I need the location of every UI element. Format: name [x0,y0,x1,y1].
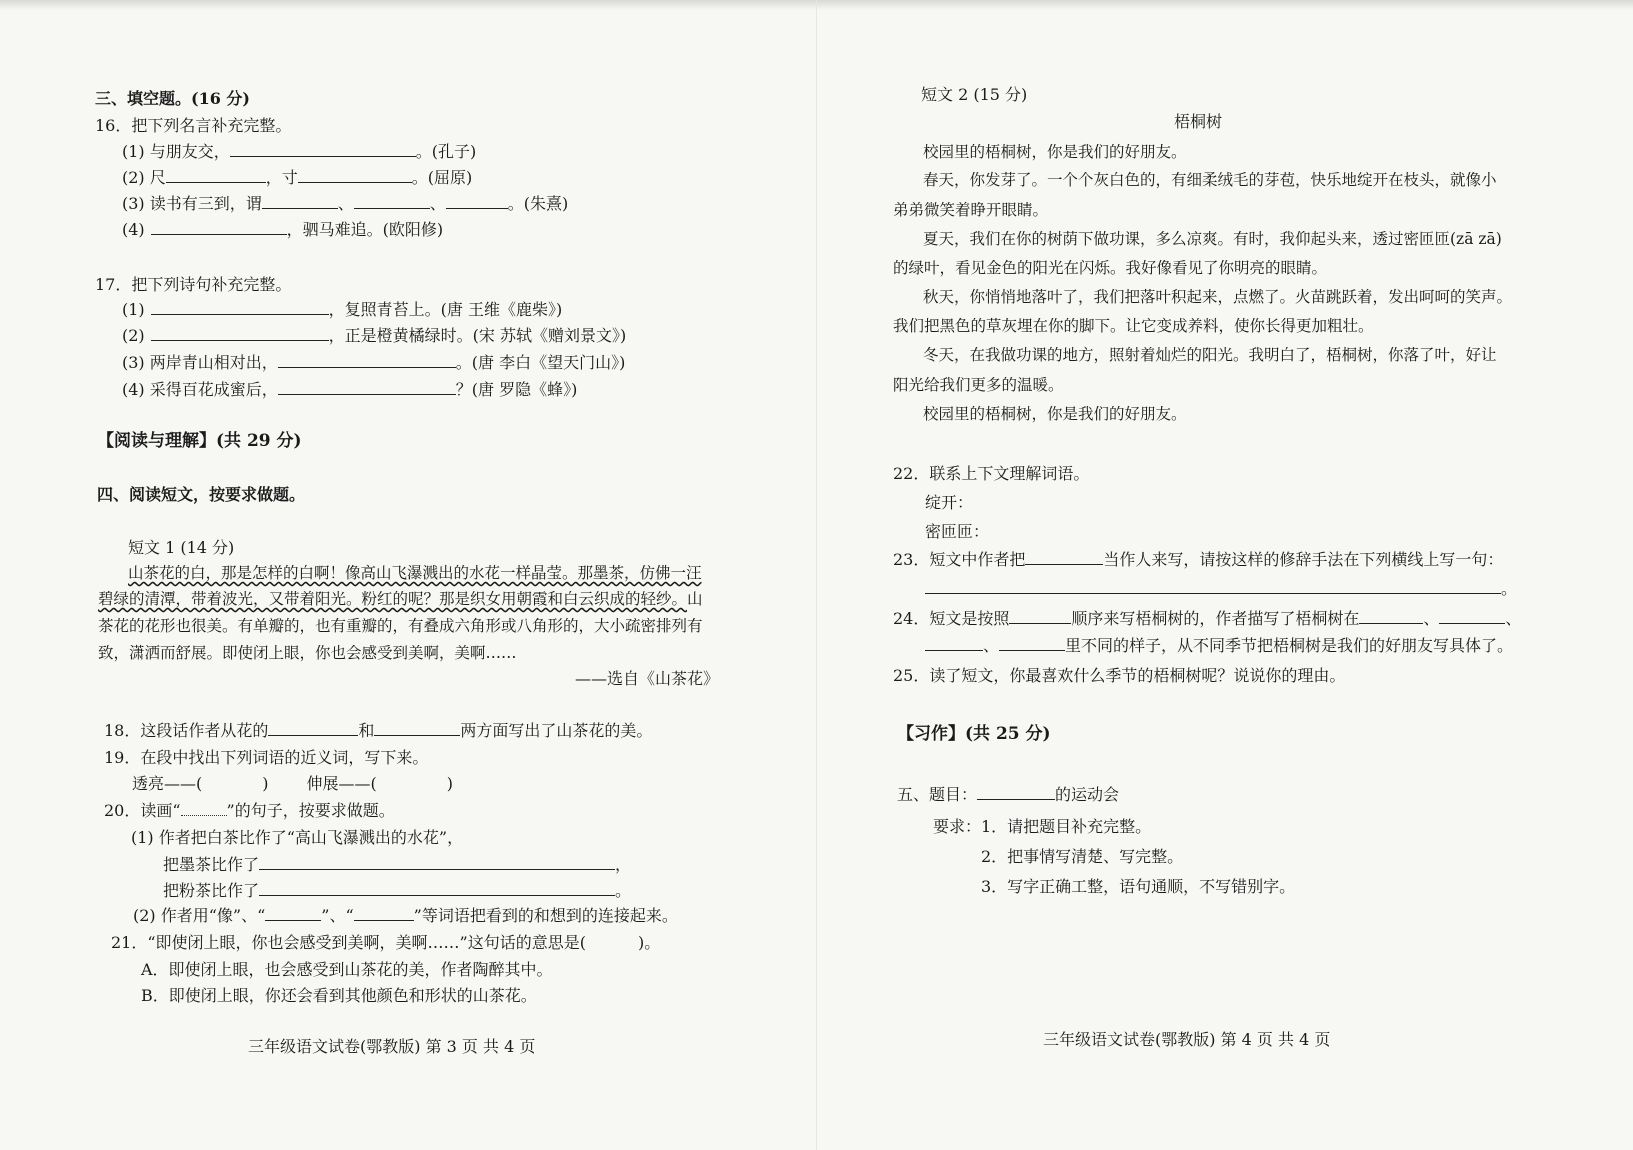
q16-item-1 [122,141,476,163]
q24-blank-4[interactable] [999,636,1065,651]
q22-stem: 22．联系上下文理解词语。 [893,464,1090,483]
passage-2-name: 梧桐树 [1174,112,1223,131]
q20-wavy-mark [181,803,227,816]
q24-line-2 [925,635,1513,657]
requirement-2: 2．把事情写清楚、写完整。 [981,847,1184,866]
q16-2-text: (2) 尺 [122,168,166,187]
q24-text-b: 顺序来写梧桐树的，作者描写了梧桐树在 [1071,609,1360,628]
q17-item-3 [122,352,625,374]
passage-1-line-2 [98,588,703,610]
passage-2-p4-line-1: 秋天，你悄悄地落叶了，我们把落叶积起来，点燃了。火苗跳跃着，发出呵呵的笑声。 [923,288,1513,306]
q17-stem: 17．把下列诗句补充完整。 [95,275,292,294]
section-5-topic: 的运动会 [1055,785,1120,804]
reading-section-title: 【阅读与理解】(共 29 分) [97,431,302,451]
passage-1-line-1: 山茶花的白，那是怎样的白啊！像高山飞瀑溅出的水花一样晶莹。那墨茶，仿佛一汪 [128,564,702,582]
q20-sub-1: (1) 作者把白茶比作了“高山飞瀑溅出的水花”， [131,828,464,847]
q17-4-author: ？(唐 罗隐《蜂》) [455,380,578,399]
passage-2-p5-line-1: 冬天，在我做功课的地方，照射着灿烂的阳光。我明白了，梧桐树，你落了叶，好让 [923,346,1497,364]
q16-item-3 [122,193,568,215]
q20-sub-1-pink [163,880,631,902]
q25: 25．读了短文，你最喜欢什么季节的梧桐树呢？说说你的理由。 [893,666,1346,685]
q22-word-2: 密匝匝： [925,522,990,541]
q24-sep-3: 、 [983,636,1000,655]
q17-item-2 [122,325,626,347]
q20-2-blank-a[interactable] [265,906,321,921]
q16-3-sep-a: 、 [337,194,354,213]
q16-4-text: ，驷马难追。(欧阳修) [286,220,444,239]
q17-2-blank[interactable] [151,326,329,341]
q23-end: 。 [1501,579,1518,598]
q20-2-text-a: (2) 作者用“像”、“ [133,906,266,925]
q20-2-text-c: ”等词语把看到的和想到的连接起来。 [413,906,678,925]
q17-1-text: ，复照青苔上。(唐 王维《鹿柴》) [328,300,563,319]
q21-option-a[interactable]: A．即使闭上眼，也会感受到山茶花的美，作者陶醉其中。 [141,960,553,979]
q16-3-blank-c[interactable] [446,194,508,209]
q16-1-author: 。(孔子) [415,142,477,161]
q17-1-blank[interactable] [151,300,329,315]
passage-2-p2-line-2: 弟弟微笑着睁开眼睛。 [893,201,1049,219]
passage-2-p2-line-1: 春天，你发芽了。一个个灰白色的，有细柔绒毛的芽苞，快乐地绽开在枝头，就像小 [923,171,1497,189]
q17-item-1 [122,299,562,321]
q19-word-2: 伸展——( [306,774,377,793]
q23-blank[interactable] [1025,550,1103,565]
exam-page-4 [816,0,1633,1150]
section-5-label: 五、题目： [897,785,978,804]
page-3-footer: 三年级语文试卷(鄂教版) 第 3 页 共 4 页 [248,1037,536,1056]
q18-text-c: 两方面写出了山茶花的美。 [460,721,653,740]
q24-sep-1: 、 [1423,609,1440,628]
q24-blank-3[interactable] [925,636,983,651]
q24-text-f: 里不同的样子，从不同季节把梧桐树是我们的好朋友写具体了。 [1065,636,1514,655]
q17-4-blank[interactable] [278,380,456,395]
exam-page-3 [0,0,816,1150]
q22-word-1: 绽开： [925,493,974,512]
q20-ink-text: 把墨茶比作了 [163,855,260,874]
q19-stem: 19．在段中找出下列词语的近义词，写下来。 [104,748,429,767]
passage-2-p6: 校园里的梧桐树，你是我们的好朋友。 [923,405,1187,423]
section-4-title: 四、阅读短文，按要求做题。 [97,485,306,504]
q21-stem [111,932,660,954]
q20-ink-end: ， [615,855,632,874]
passage-1-title: 短文 1 (14 分) [128,538,235,557]
requirement-1: 要求：1．请把题目补充完整。 [933,817,1152,836]
q20-2-text-b: ”、“ [321,906,354,925]
passage-2-p4-line-2: 我们把黑色的草灰埋在你的脚下。让它变成养料，使你长得更加粗壮。 [893,317,1374,335]
q17-2-num: (2) [122,326,145,345]
q18-text-a: 18．这段话作者从花的 [104,721,269,740]
q17-3-text: (3) 两岸青山相对出， [122,353,278,372]
passage-1-line-3: 茶花的花形也很美。有单瓣的，也有重瓣的，有叠成六角形或八角形的，大小疏密排列有 [98,617,703,635]
passage-1-line-4: 致，潇洒而舒展。即使闭上眼，你也会感受到美啊，美啊…… [98,644,517,662]
q24-sep-2: 、 [1505,609,1522,628]
q23-answer-blank[interactable] [925,579,1501,594]
q16-2-blank-a[interactable] [166,168,266,183]
q20-pink-blank[interactable] [259,881,615,896]
passage-1-source: ——选自《山茶花》 [575,669,720,688]
q19-words [132,773,453,795]
q18 [104,720,652,742]
q21-option-b[interactable]: B．即使闭上眼，你还会看到其他颜色和形状的山茶花。 [141,986,537,1005]
q20-text-a: 20．读画“ [104,801,181,820]
q23-text-a: 23．短文中作者把 [893,550,1026,569]
q17-1-num: (1) [122,300,145,319]
q16-3-sep-b: 、 [429,194,446,213]
q20-sub-1-ink [163,854,631,876]
q18-text-b: 和 [358,721,375,740]
q16-item-2 [122,167,472,189]
section-3-title: 三、填空题。(16 分) [95,89,250,108]
q20-2-blank-b[interactable] [354,906,414,921]
q19-word-1: 透亮——( [132,774,203,793]
passage-1-line-2-tail: 山 [687,590,703,608]
writing-section-title: 【习作】(共 25 分) [897,724,1051,744]
q16-stem: 16．把下列名言补充完整。 [95,116,292,135]
section-5-title [897,784,1119,806]
essay-title-blank[interactable] [977,785,1055,800]
q23 [893,549,1503,571]
q20-sub-2 [133,905,678,927]
passage-2-title: 短文 2 (15 分) [921,85,1028,104]
q18-blank-b[interactable] [374,721,460,736]
q21-stem-text: 21．“即使闭上眼，你也会感受到美啊，美啊……”这句话的意思是( [111,933,586,952]
q17-2-text: ，正是橙黄橘绿时。(宋 苏轼《赠刘景文》) [328,326,627,345]
q16-1-text: (1) 与朋友交， [122,142,230,161]
q16-3-blank-a[interactable] [262,194,338,209]
q16-2-text-b: ，寸 [265,168,298,187]
q16-item-4 [122,219,443,241]
passage-2-p3-line-2: 的绿叶，看见金色的阳光在闪烁。我好像看见了你明亮的眼睛。 [893,259,1328,277]
q21-stem-end: )。 [637,933,661,952]
q19-close-2: ) [446,774,453,793]
q16-2-blank-b[interactable] [298,168,412,183]
q16-4-blank[interactable] [151,220,287,235]
passage-2-p3-line-1: 夏天，我们在你的树荫下做功课，多么凉爽。有时，我仰起头来，透过密匝匝(zā zā) [923,230,1502,248]
passage-2-p5-line-2: 阳光给我们更多的温暖。 [893,376,1064,394]
q20-ink-blank[interactable] [259,855,615,870]
requirement-3: 3．写字正确工整，语句通顺，不写错别字。 [981,877,1296,896]
q17-4-text: (4) 采得百花成蜜后， [122,380,278,399]
q24-blank-2[interactable] [1439,609,1505,624]
passage-2-p1: 校园里的梧桐树，你是我们的好朋友。 [923,143,1187,161]
q18-blank-a[interactable] [268,721,358,736]
q16-3-text: (3) 读书有三到，谓 [122,194,262,213]
q24-blank-1[interactable] [1359,609,1423,624]
q16-3-blank-b[interactable] [354,194,430,209]
q16-3-author: 。(朱熹) [507,194,569,213]
q17-3-author: 。(唐 李白《望天门山》) [455,353,626,372]
q23-answer-line [925,578,1517,600]
q24-text-a: 24．短文是按照 [893,609,1010,628]
q20-stem [104,800,395,822]
passage-1-line-2-underlined: 碧绿的清潭，带着波光，又带着阳光。粉红的呢？那是织女用朝霞和白云织成的轻纱。 [98,590,688,608]
q16-4-num: (4) [122,220,145,239]
q20-text-b: ”的句子，按要求做题。 [226,801,395,820]
page-4-footer: 三年级语文试卷(鄂教版) 第 4 页 共 4 页 [1043,1030,1331,1049]
q23-text-b: 当作人来写，请按这样的修辞手法在下列横线上写一句： [1103,550,1504,569]
q20-pink-end: 。 [615,881,632,900]
q17-item-4 [122,379,577,401]
q17-3-blank[interactable] [278,353,456,368]
q20-pink-text: 把粉茶比作了 [163,881,260,900]
q16-2-author: 。(屈原) [411,168,473,187]
q16-1-blank[interactable] [230,142,416,157]
q24-line-1 [893,608,1521,630]
q24-blank-order[interactable] [1009,609,1071,624]
q19-close-1: ) [262,774,269,793]
